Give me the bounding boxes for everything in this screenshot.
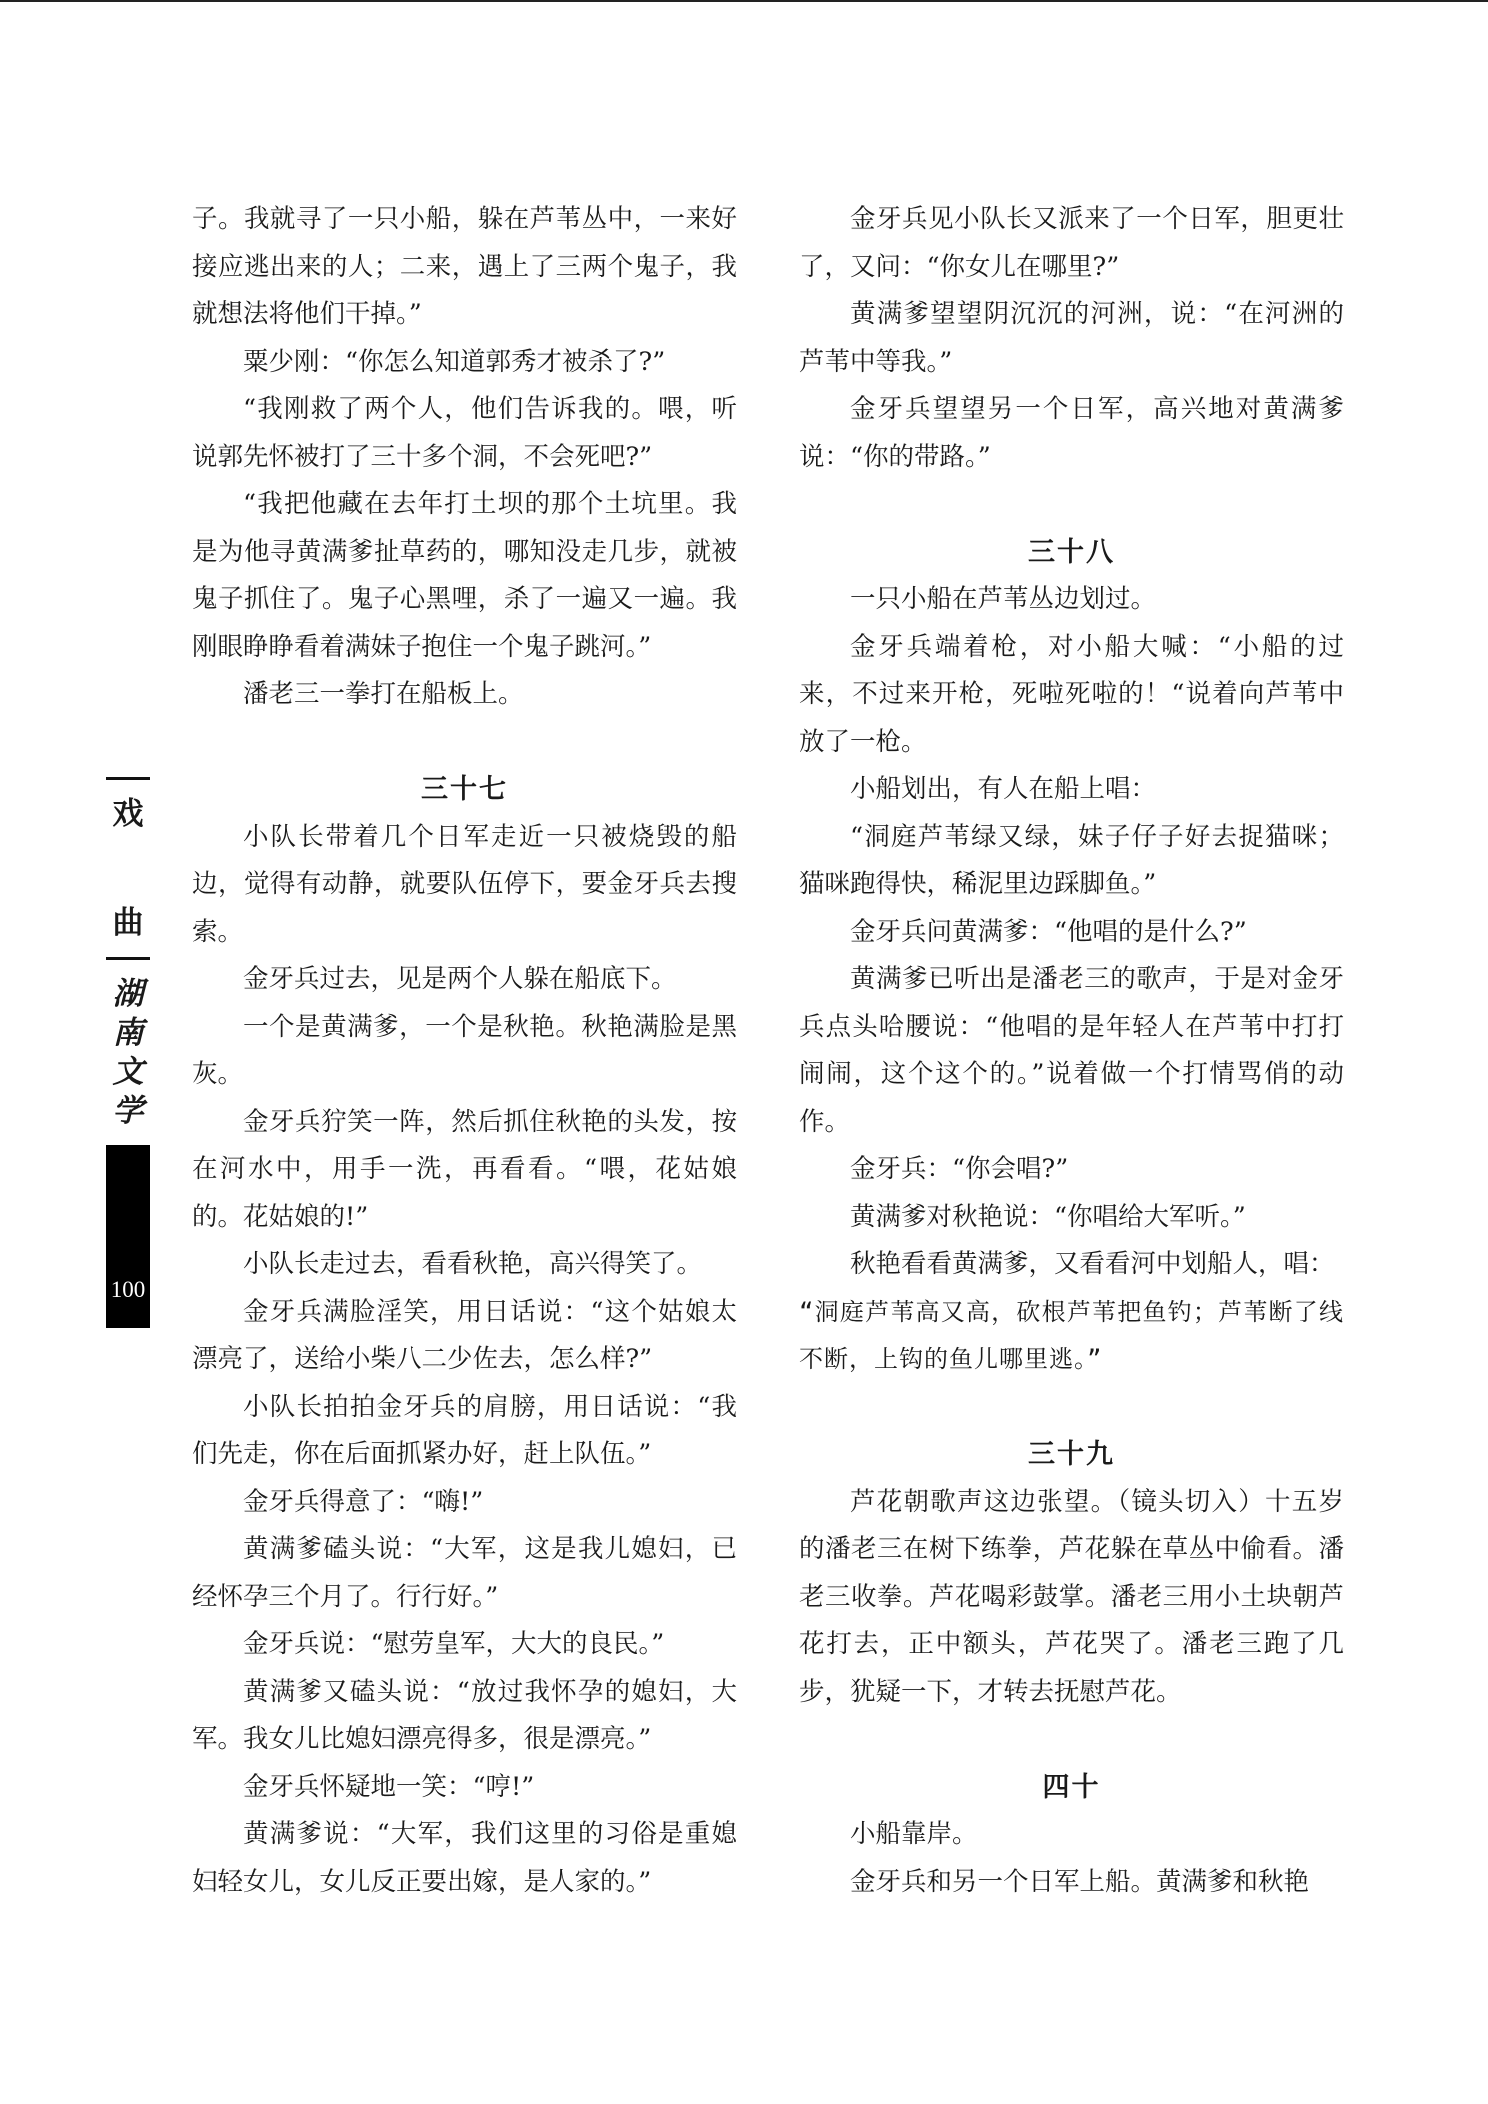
paragraph: 潘老三一拳打在船板上。	[243, 679, 524, 709]
sidebar-rule-middle	[106, 957, 150, 960]
paragraph: 黄满爹对秋艳说：“你唱给大军听。”	[850, 1201, 1246, 1232]
paragraph: 金牙兵端着枪，对小船大喊：“小船的过来，不过来开枪，死啦死啦的！“说着向芦苇中放了一枪。	[799, 631, 1344, 757]
journal-logo-char-3: 文	[112, 1054, 144, 1090]
paragraph: 金牙兵和另一个日军上船。黄满爹和秋艳	[850, 1866, 1310, 1897]
section-heading: 三十九	[1028, 1439, 1115, 1470]
section-heading: 四十	[1042, 1771, 1101, 1803]
paragraph: 秋艳看看黄满爹，又看看河中划船人，唱：	[850, 1249, 1335, 1279]
paragraph: 黄满爹已听出是潘老三的歌声，于是对金牙兵点头哈腰说：“他唱的是年轻人在芦苇中打打闹闹，这个这个的。”说着做一个打情骂俏的动作。	[799, 964, 1344, 1137]
paragraph: 小船靠岸。	[850, 1819, 978, 1849]
paragraph: 金牙兵得意了：“嗨!”	[243, 1486, 484, 1517]
paragraph: 金牙兵见小队长又派来了一个日军，胆更壮了，又问：“你女儿在哪里?”	[799, 204, 1344, 282]
sidebar-rule-top	[106, 777, 150, 780]
paragraph: “洞庭芦苇绿又绿，妹子仔子好去捉猫咪；猫咪跑得快，稀泥里边踩脚鱼。”	[799, 821, 1344, 899]
paragraph: 金牙兵满脸淫笑，用日话说：“这个姑娘太漂亮了，送给小柴八二少佐去，怎么样?”	[192, 1296, 737, 1374]
song-lyric-paragraph: “洞庭芦苇高又高，砍根芦苇把鱼钓；芦苇断了线不断，上钩的鱼儿哪里逃。”	[799, 1297, 1344, 1373]
paragraph: 芦花朝歌声这边张望。（镜头切入）十五岁的潘老三在树下练拳，芦花躲在草丛中偷看。潘老三收拳。芦花喝彩鼓掌。潘老三用小土块朝芦花打去，正中额头，芦花哭了。潘老三跑了几步，犹疑一下，才转去抚慰芦花。	[799, 1486, 1344, 1707]
paragraph: 金牙兵怀疑地一笑：“哼!”	[243, 1771, 535, 1802]
paragraph: 金牙兵望望另一个日军，高兴地对黄满爹说：“你的带路。”	[799, 394, 1344, 472]
paragraph: 黄满爹又磕头说：“放过我怀孕的媳妇，大军。我女儿比媳妇漂亮得多，很是漂亮。”	[192, 1676, 737, 1754]
journal-logo-char-2: 南	[112, 1015, 144, 1051]
paragraph: 小船划出，有人在船上唱：	[850, 774, 1157, 804]
section-heading: 三十八	[1028, 536, 1115, 568]
journal-logo-char-4: 学	[112, 1093, 144, 1129]
paragraph: 小队长走过去，看看秋艳，高兴得笑了。	[243, 1249, 703, 1279]
paragraph: 金牙兵问黄满爹：“他唱的是什么?”	[850, 916, 1247, 947]
paragraph: 一只小船在芦苇丛边划过。	[850, 584, 1157, 614]
paragraph: 一个是黄满爹，一个是秋艳。秋艳满脸是黑灰。	[192, 1011, 737, 1089]
journal-logo-char-1: 湖	[112, 976, 144, 1012]
page-number: 100	[110, 1277, 146, 1302]
paragraph: “我把他藏在去年打土坝的那个土坑里。我是为他寻黄满爹扯草药的，哪知没走几步，就被鬼子抓住了。鬼子心黑哩，杀了一遍又一遍。我刚眼睁睁看着满妹子抱住一个鬼子跳河。”	[192, 489, 737, 662]
section-gap	[192, 719, 737, 767]
paragraph: 小队长带着几个日军走近一只被烧毁的船边，觉得有动静，就要队伍停下，要金牙兵去搜索。	[192, 821, 737, 947]
category-label-qu: 曲	[112, 905, 144, 941]
section-heading: 三十七	[421, 774, 508, 805]
paragraph: 子。我就寻了一只小船，躲在芦苇丛中，一来好接应逃出来的人；二来，遇上了三两个鬼子，我就想法将他们干掉。”	[192, 204, 737, 329]
top-border	[0, 0, 1488, 2]
section-gap	[799, 1384, 1344, 1432]
paragraph: 小队长拍拍金牙兵的肩膀，用日话说：“我们先走，你在后面抓紧办好，赶上队伍。”	[192, 1391, 737, 1469]
paragraph: “我刚救了两个人，他们告诉我的。喂，听说郭先怀被打了三十多个洞，不会死吧?”	[192, 394, 737, 472]
paragraph: 金牙兵：“你会唱?”	[850, 1154, 1069, 1184]
left-text-column	[192, 196, 737, 1906]
paragraph: 黄满爹说：“大军，我们这里的习俗是重媳妇轻女儿，女儿反正要出嫁，是人家的。”	[192, 1819, 737, 1897]
paragraph: 金牙兵说：“慰劳皇军，大大的良民。”	[243, 1629, 665, 1659]
section-gap	[799, 481, 1344, 529]
paragraph: 黄满爹望望阴沉沉的河洲，说：“在河洲的芦苇中等我。”	[799, 299, 1344, 377]
section-gap	[799, 1716, 1344, 1764]
paragraph: 金牙兵狞笑一阵，然后抓住秋艳的头发，按在河水中，用手一洗，再看看。“喂，花姑娘的。花姑娘的!”	[192, 1106, 737, 1232]
category-label-xi: 戏	[112, 796, 144, 832]
paragraph: 粟少刚：“你怎么知道郭秀才被杀了?”	[243, 346, 666, 377]
paragraph: 金牙兵过去，见是两个人躲在船底下。	[243, 964, 677, 994]
paragraph: 黄满爹磕头说：“大军，这是我儿媳妇，已经怀孕三个月了。行行好。”	[192, 1534, 737, 1612]
right-text-column	[799, 196, 1344, 1906]
